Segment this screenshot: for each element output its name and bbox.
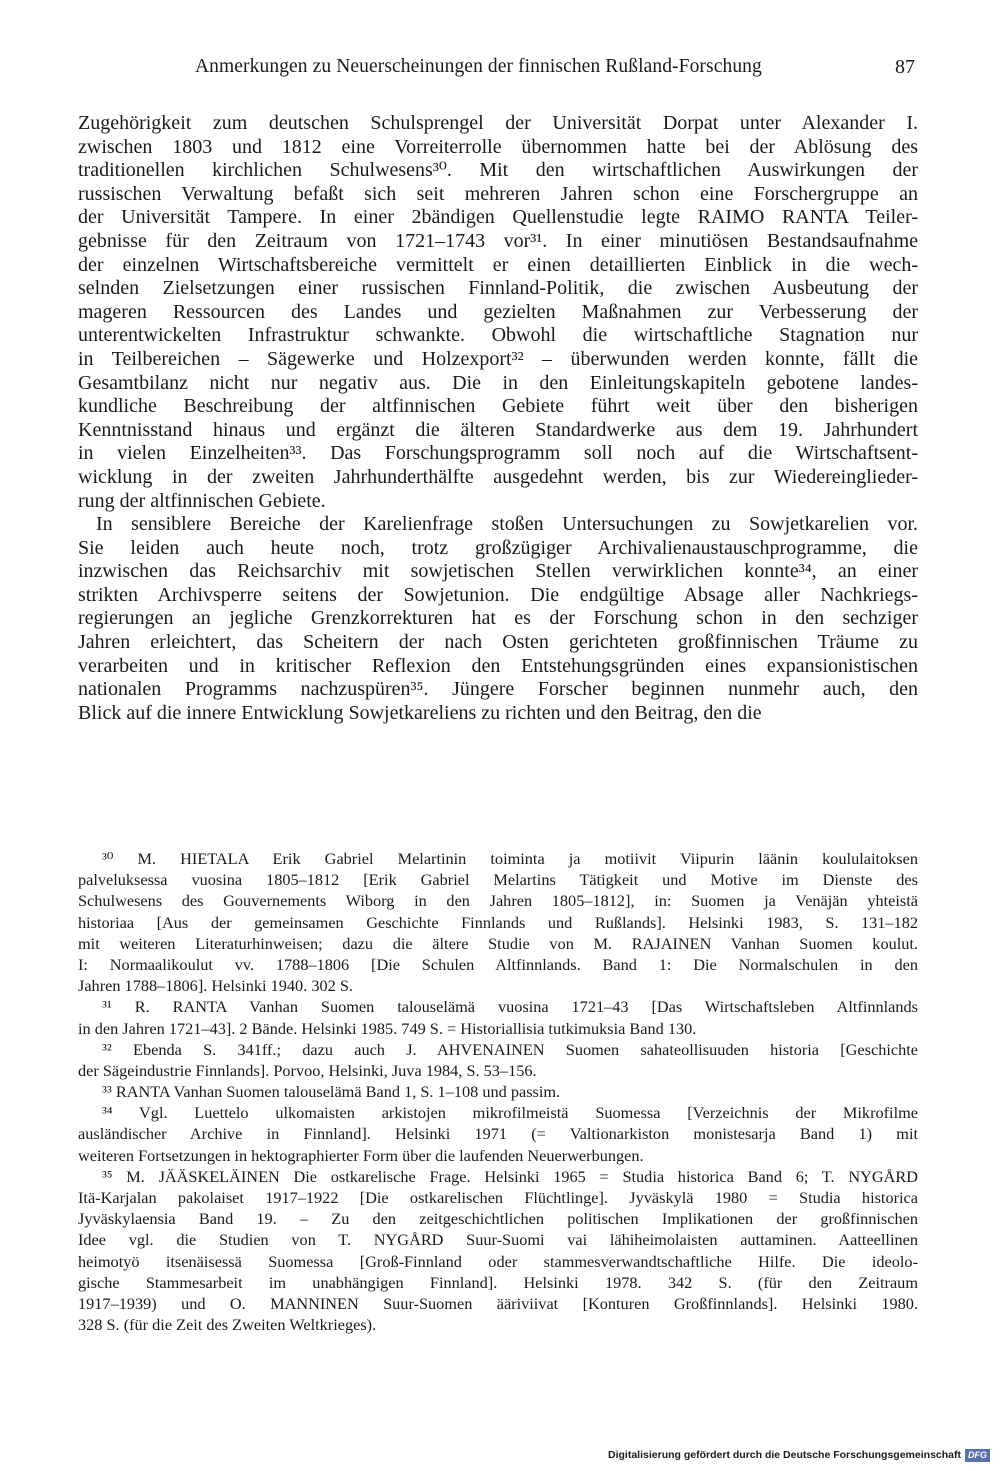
body-line: zwischen 1803 und 1812 eine Vorreiterrolle übernommen hatte bei der Ablösung des bbox=[78, 135, 918, 158]
body-line: Zugehörigkeit zum deutschen Schulsprengel der Universität Dorpat unter Alexander I. bbox=[78, 112, 918, 134]
footnote-line: ³³ RANTA Vanhan Suomen talouselämä Band 1, S. 1–108 und passim. bbox=[102, 1082, 561, 1102]
dfg-logo: DFG bbox=[965, 1449, 990, 1462]
footnote-line: 328 S. (für die Zeit des Zweiten Weltkrieges). bbox=[78, 1315, 377, 1335]
body-line: rung der altfinnischen Gebiete. bbox=[78, 489, 326, 512]
footnote-line: heimotyö itsenäisessä Suomessa [Groß-Finnland oder stammesverwandtschaftliche Hilfe. Die ideolo- bbox=[78, 1251, 918, 1271]
footnote-line: historiaa [Aus der gemeinsamen Geschichte Finnlands und Rußlands]. Helsinki 1983, S. 131–182 bbox=[78, 912, 918, 932]
footnote-line: Jyväskylaensia Band 19. – Zu den zeitgeschichtlichen politischen Implikationen der großfinnischen bbox=[78, 1209, 918, 1229]
digitization-credit bbox=[608, 1448, 990, 1462]
footnote-line: ³⁵ M. JÄÄSKELÄINEN Die ostkarelische Frage. Helsinki 1965 = Studia historica Band 6; T. NYGÅRD bbox=[102, 1166, 918, 1186]
body-line: unterentwickelten Infrastruktur schwankte. Obwohl die wirtschaftliche Stagnation nur bbox=[78, 324, 918, 347]
body-line: russischen Verwaltung befaßt sich seit mehreren Jahren schon eine Forschergruppe an bbox=[78, 182, 918, 205]
body-line: Jahren erleichtert, das Scheitern der nach Osten gerichteten großfinnischen Träume zu bbox=[78, 631, 918, 654]
footnote-line: ³¹ R. RANTA Vanhan Suomen talouselämä vuosina 1721–43 [Das Wirtschaftsleben Altfinnlands bbox=[102, 997, 918, 1017]
footnote-line: Itä-Karjalan pakolaiset 1917–1922 [Die ostkarelischen Flüchtlinge]. Jyväskylä 1980 = Studia historica bbox=[78, 1188, 918, 1207]
credit-text: Digitalisierung gefördert durch die Deutsche Forschungsgemeinschaft bbox=[608, 1449, 961, 1461]
body-line: inzwischen das Reichsarchiv mit sowjetischen Stellen verwirklichen konnte³⁴, an einer bbox=[78, 560, 918, 583]
body-line: mageren Ressourcen des Landes und gezielten Maßnahmen zur Verbesserung der bbox=[78, 300, 918, 323]
footnote-line: I: Normaalikoulut vv. 1788–1806 [Die Schulen Altfinnlands. Band 1: Die Normalschulen in den bbox=[78, 954, 918, 974]
footnote-line: 1917–1939) und O. MANNINEN Suur-Suomen ääriviivat [Konturen Großfinnlands]. Helsinki 1980. bbox=[78, 1293, 918, 1313]
body-line: Blick auf die innere Entwicklung Sowjetkareliens zu richten und den Beitrag, den die bbox=[78, 701, 762, 724]
footnote-line: Idee vgl. die Studien von T. NYGÅRD Suur-Suomi vai lähiheimolaisten auttaminen. Aatteellinen bbox=[78, 1230, 918, 1250]
footnote-line: in den Jahren 1721–43]. 2 Bände. Helsinki 1985. 749 S. = Historiallisia tutkimuksia Band 130. bbox=[78, 1018, 697, 1038]
footnote-line: ³⁴ Vgl. Luettelo ulkomaisten arkistojen mikrofilmeistä Suomessa [Verzeichnis der Mikrofilme bbox=[102, 1103, 918, 1123]
body-line: traditionellen kirchlichen Schulwesens³⁰. Mit den wirtschaftlichen Auswirkungen der bbox=[78, 159, 918, 182]
body-text bbox=[78, 112, 918, 725]
body-line: der Universität Tampere. In einer 2bändigen Quellenstudie legte RAIMO RANTA Teiler- bbox=[78, 206, 918, 229]
body-line: gebnisse für den Zeitraum von 1721–1743 vor³¹. In einer minutiösen Bestandsaufnahme bbox=[78, 229, 918, 252]
footnote-line: Jahren 1788–1806]. Helsinki 1940. 302 S. bbox=[78, 976, 353, 996]
body-line: Sie leiden auch heute noch, trotz großzügiger Archivalienaustauschprogramme, die bbox=[78, 536, 918, 559]
body-line: strikten Archivsperre seitens der Sowjetunion. Die endgültige Absage aller Nachkriegs- bbox=[78, 583, 918, 606]
body-line: kundliche Beschreibung der altfinnischen Gebiete führt weit über den bisherigen bbox=[78, 395, 918, 418]
footnote-line: gische Stammesarbeit im unabhängigen Finnland]. Helsinki 1978. 342 S. (für den Zeitraum bbox=[78, 1272, 918, 1292]
body-line: wicklung in der zweiten Jahrhunderthälfte ausgedehnt werden, bis zur Wiedereinglieder- bbox=[78, 465, 918, 488]
running-title: Anmerkungen zu Neuerscheinungen der finnischen Rußland-Forschung bbox=[195, 56, 762, 77]
page-number: 87 bbox=[895, 56, 915, 78]
footnote-line: palveluksessa vuosina 1805–1812 [Erik Gabriel Melartins Tätigkeit und Motive im Dienste des bbox=[78, 870, 918, 890]
footnote-line: ausländischer Archive in Finnland]. Helsinki 1971 (= Valtionarkiston monistesarja Band 1) mit bbox=[78, 1124, 918, 1144]
footnote-line: der Sägeindustrie Finnlands]. Porvoo, Helsinki, Juva 1984, S. 53–156. bbox=[78, 1060, 537, 1080]
footnote-line: weiteren Fortsetzungen in hektographierter Form über die laufenden Neuerwerbungen. bbox=[78, 1145, 644, 1165]
footnote-line: ³⁰ M. HIETALA Erik Gabriel Melartinin toiminta ja motiivit Viipurin läänin koululaitoksen bbox=[102, 849, 918, 868]
body-line: in vielen Einzelheiten³³. Das Forschungsprogramm soll noch auf die Wirtschaftsent- bbox=[78, 442, 918, 465]
body-line: In sensiblere Bereiche der Karelienfrage stoßen Untersuchungen zu Sowjetkarelien vor. bbox=[96, 513, 918, 536]
body-line: der einzelnen Wirtschaftsbereiche vermittelt er einen detaillierten Einblick in die wech- bbox=[78, 253, 918, 276]
body-line: Gesamtbilanz nicht nur negativ aus. Die in den Einleitungskapiteln gebotene landes- bbox=[78, 371, 918, 394]
body-line: nationalen Programms nachzuspüren³⁵. Jüngere Forscher beginnen nunmehr auch, den bbox=[78, 678, 918, 701]
footnote-line: Schulwesens des Gouvernements Wiborg in den Jahren 1805–1812], in: Suomen ja Venäjän yhteistä bbox=[78, 891, 918, 911]
footnote-line: ³² Ebenda S. 341ff.; dazu auch J. AHVENAINEN Suomen sahateollisuuden historia [Geschichte bbox=[102, 1039, 918, 1059]
body-line: verarbeiten und in kritischer Reflexion den Entstehungsgründen eines expansionistischen bbox=[78, 654, 918, 677]
footnote-line: mit weiteren Literaturhinweisen; dazu die ältere Studie von M. RAJAINEN Vanhan Suomen koulut. bbox=[78, 933, 918, 953]
body-line: regierungen an jegliche Grenzkorrekturen hat es der Forschung schon in den sechziger bbox=[78, 607, 918, 630]
body-line: selnden Zielsetzungen einer russischen Finnland-Politik, die zwischen Ausbeutung der bbox=[78, 277, 918, 300]
body-line: in Teilbereichen – Sägewerke und Holzexport³² – überwunden werden konnte, fällt die bbox=[78, 347, 918, 370]
footnotes bbox=[78, 848, 918, 1335]
body-line: Kenntnisstand hinaus und ergänzt die älteren Standardwerke aus dem 19. Jahrhundert bbox=[78, 418, 918, 441]
